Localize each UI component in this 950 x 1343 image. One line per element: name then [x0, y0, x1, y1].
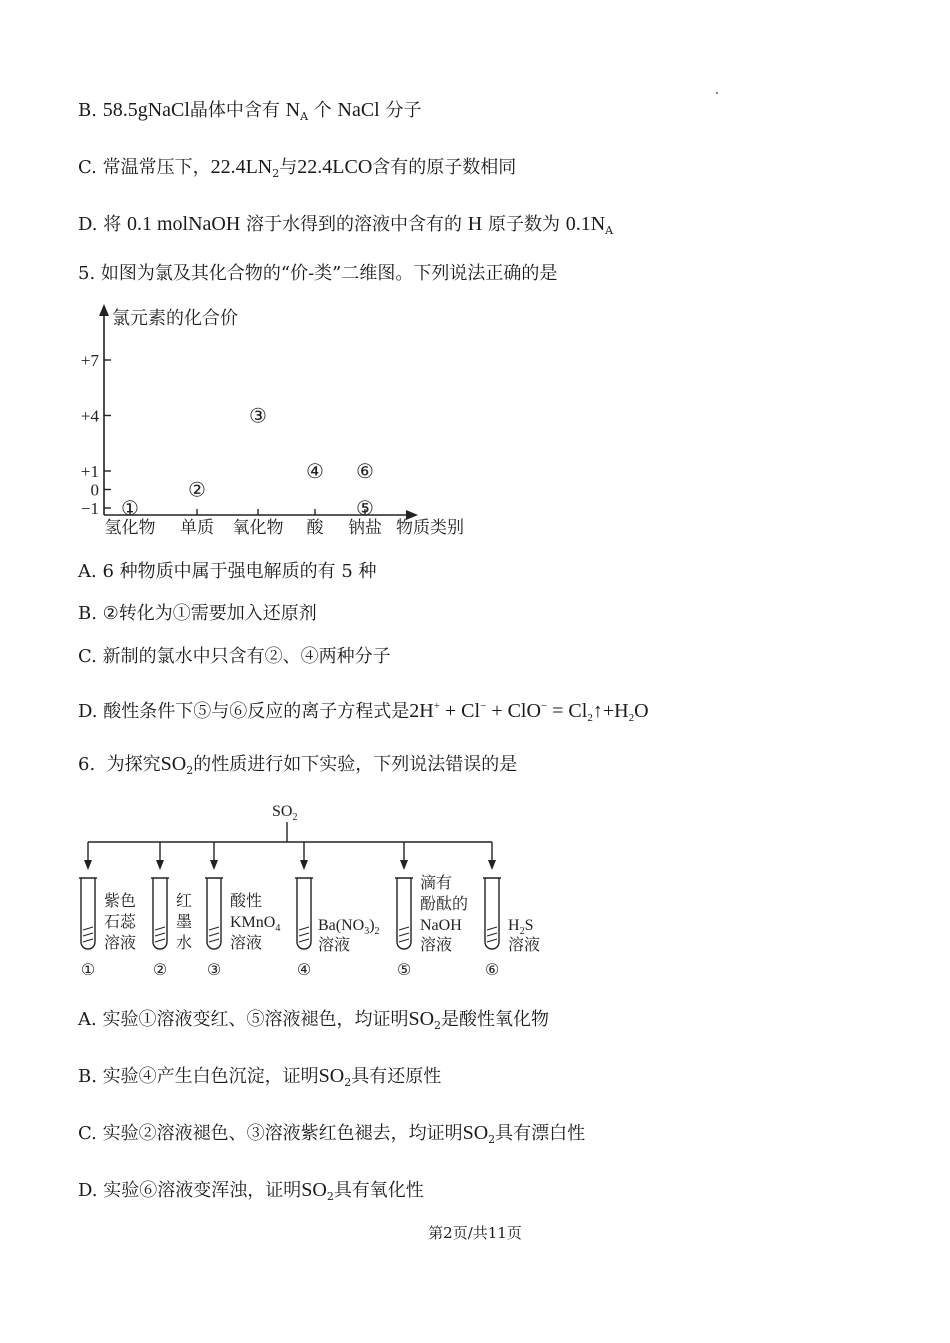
so2-experiment-diagram	[60, 790, 580, 990]
liquid-hatch	[155, 927, 165, 930]
q6-stem: 6. 为探究$SO_2$的性质进行如下实验，下列说法错误的是	[78, 753, 518, 777]
tube-number: ③	[206, 960, 222, 979]
liquid-hatch	[487, 939, 497, 942]
arrow-head	[210, 860, 218, 870]
y-axis-label: 氯元素的化合价	[112, 308, 238, 329]
liquid-hatch	[487, 933, 497, 936]
liquid-hatch	[299, 927, 309, 930]
y-tick-label: −1	[80, 499, 99, 518]
liquid-hatch	[209, 927, 219, 930]
reagent-label: 滴有	[420, 873, 453, 892]
arrow-head	[300, 860, 308, 870]
liquid-hatch	[83, 933, 93, 936]
ionic-equation: $2H^+ + Cl^- + ClO^- = Cl_2↑+H_2O$	[409, 700, 649, 724]
tube-number: ⑤	[396, 960, 412, 979]
page-footer: 第2页/共11页	[428, 1224, 522, 1242]
test-tube	[485, 878, 499, 949]
arrow-head	[156, 860, 164, 870]
reagent-label: 溶液	[104, 933, 137, 952]
q4-option-b: B. 58.5gNaCl晶体中含有 $N_A$ 个 NaCl 分子	[78, 99, 422, 123]
x-tick-label: 氧化物	[232, 518, 284, 538]
data-point: ①	[121, 496, 139, 520]
so2-gas-label: $SO_2$	[272, 803, 298, 823]
data-point: ⑤	[356, 496, 374, 520]
reagent-label: 酚酞的	[420, 894, 469, 913]
reagent-label: $Ba(NO_3)_2$	[318, 917, 380, 937]
tube-number: ⑥	[484, 960, 500, 979]
liquid-hatch	[209, 939, 219, 942]
y-tick-label: 0	[90, 480, 99, 500]
liquid-hatch	[83, 927, 93, 930]
reagent-label: NaOH	[420, 917, 462, 934]
arrow-head	[84, 860, 92, 870]
liquid-hatch	[399, 939, 409, 942]
reagent-label: 溶液	[318, 935, 351, 954]
tube-number: ②	[152, 960, 168, 979]
reagent-label: 溶液	[230, 933, 263, 952]
arrow-head	[488, 860, 496, 870]
x-tick-label: 单质	[180, 518, 214, 538]
reagent-label: KMnO$_4$	[230, 914, 281, 934]
test-tube	[207, 878, 221, 949]
q6-option-c: C. 实验②溶液褪色、③溶液紫红色褪去，均证明$SO_2$具有漂白性	[78, 1122, 586, 1146]
reagent-label: $H_2S$	[508, 917, 534, 937]
tube-number: ①	[80, 960, 96, 979]
arrow-head	[400, 860, 408, 870]
data-point: ⑥	[356, 459, 374, 483]
liquid-hatch	[83, 939, 93, 942]
reagent-label: 水	[176, 933, 193, 952]
y-tick-label: +4	[80, 406, 99, 426]
liquid-hatch	[299, 939, 309, 942]
q5-option-c: C. 新制的氯水中只含有②、④两种分子	[78, 646, 391, 667]
liquid-hatch	[155, 939, 165, 942]
test-tube	[153, 878, 167, 949]
reagent-label: 溶液	[420, 935, 453, 954]
q6-option-b: B. 实验④产生白色沉淀，证明$SO_2$具有还原性	[78, 1065, 442, 1089]
liquid-hatch	[299, 933, 309, 936]
q5-option-a: A. 6 种物质中属于强电解质的有 5 种	[78, 561, 377, 582]
liquid-hatch	[399, 927, 409, 930]
liquid-hatch	[155, 933, 165, 936]
x-tick-label: 钠盐	[348, 518, 382, 538]
y-tick-label: +1	[80, 462, 99, 481]
q6-option-d: D. 实验⑥溶液变浑浊，证明$SO_2$具有氧化性	[78, 1179, 424, 1203]
data-point: ③	[249, 403, 267, 428]
q5-option-b: B. ②转化为①需要加入还原剂	[78, 603, 317, 624]
x-axis-label: 物质类别	[396, 518, 464, 538]
q5-stem: 5. 如图为氯及其化合物的“价-类”二维图。下列说法正确的是	[78, 263, 558, 284]
liquid-hatch	[209, 933, 219, 936]
q4-option-c: C. 常温常压下，$22.4LN_2$与22.4LCO含有的原子数相同	[78, 156, 517, 180]
reagent-label: 溶液	[508, 935, 541, 954]
test-tube	[397, 878, 411, 949]
scan-speck	[716, 92, 718, 94]
tube-number: ④	[296, 960, 312, 979]
data-point: ②	[188, 477, 206, 502]
valence-category-chart	[70, 300, 490, 545]
reagent-label: 石蕊	[104, 912, 137, 931]
reagent-label: 酸性	[230, 891, 263, 910]
data-point: ④	[306, 459, 324, 483]
test-tube	[81, 878, 95, 949]
liquid-hatch	[487, 927, 497, 930]
y-tick-label: +7	[80, 351, 99, 370]
q4-option-d: D. 将 0.1 molNaOH 溶于水得到的溶液中含有的 H 原子数为 $0.1N_A$	[78, 213, 614, 237]
test-tube	[297, 878, 311, 949]
q6-option-a: A. 实验①溶液变红、⑤溶液褪色，均证明$SO_2$是酸性氧化物	[78, 1008, 550, 1032]
x-tick-label: 酸	[306, 518, 324, 538]
y-axis-arrow	[99, 304, 109, 316]
reagent-label: 紫色	[104, 891, 137, 910]
liquid-hatch	[399, 933, 409, 936]
q5-option-d: D. 酸性条件下⑤与⑥反应的离子方程式是$2H^+ + Cl^- + ClO^- = Cl_2↑+H_2O$	[78, 700, 649, 724]
reagent-label: 红	[176, 891, 193, 910]
reagent-label: 墨	[176, 912, 193, 931]
x-tick-label: 氢化物	[104, 518, 156, 538]
